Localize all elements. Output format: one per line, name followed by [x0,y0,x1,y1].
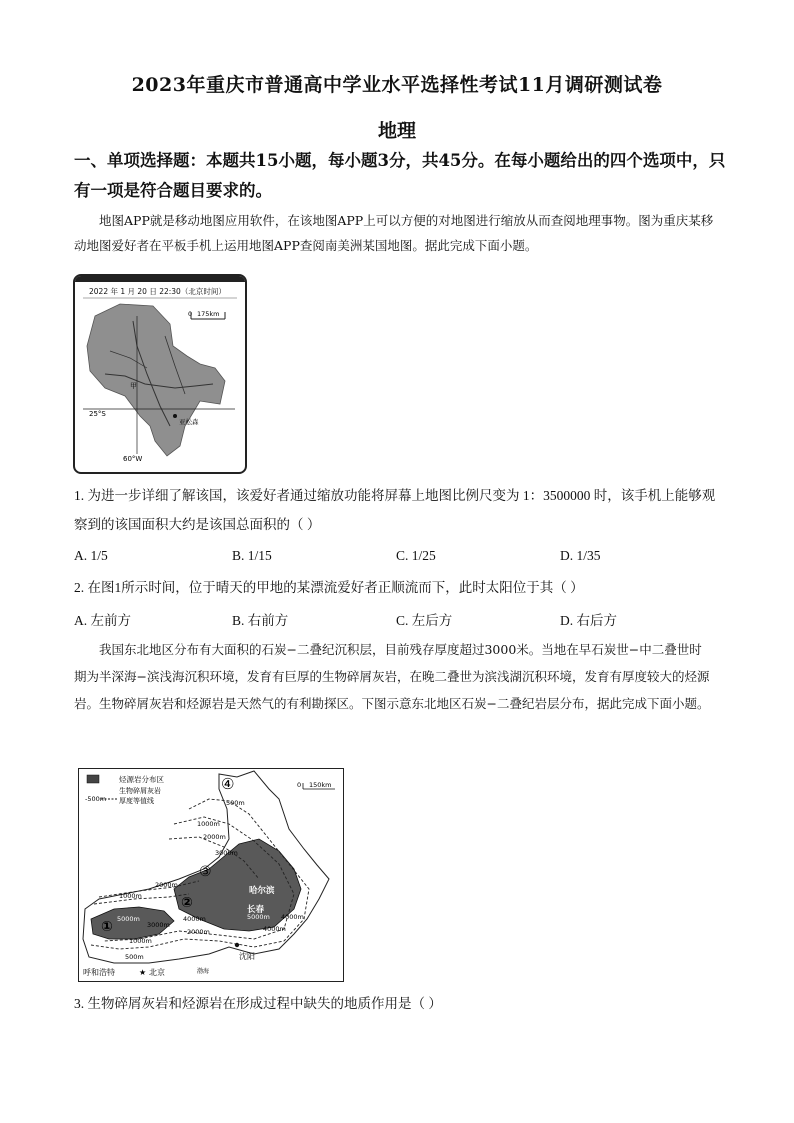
map2-scale-label: 150km [309,781,332,789]
passage-1: 地图APP就是移动地图应用软件，在该地图APP上可以方便的对地图进行缩放从而查阅地理事物。图为重庆某移动地图爱好者在平板手机上运用地图APP查阅南美洲某国地图。据此完成下面小题。 [74,213,714,253]
figure-2-svg [79,769,343,981]
figure-1-svg [75,276,245,472]
figure-1-map [73,274,247,474]
q1-option-d: D. 1/35 [560,548,601,563]
city-beijing: 北京 [149,968,165,977]
star-icon: ★ [139,968,147,977]
legend-contour-value: -500m [85,795,107,803]
contour-label: 4000m [281,913,304,921]
contour-label: 1000m [197,820,220,828]
sea-bohai: 渤海 [197,968,210,975]
section-heading: 一、单项选择题：本题共15小题，每小题3分，共45分。在每小题给出的四个选项中，只有一项是符合题目要求的。 [74,151,726,200]
legend-source-label: 烃源岩分布区 [119,775,164,784]
circle-3-label: ③ [199,864,212,880]
contour-label: 3000m [147,921,170,929]
map1-point-jia: 甲 [130,382,137,390]
exam-title: 2023年重庆市普通高中学业水平选择性考试11月调研测试卷 [131,74,663,96]
subject-title: 地理 [377,120,416,142]
circle-2-label: ② [181,895,193,911]
contour-label: 2000m [155,881,178,889]
q2-option-c: C. 左后方 [396,613,453,628]
question-1-stem: 1. 为进一步详细了解该国，该爱好者通过缩放功能将屏幕上地图比例尺变为 1：3500000 时，该手机上能够观察到的该国面积大约是该国总面积的（ ） [74,488,716,532]
contour-label: 4000m [183,915,206,923]
contour-label: 1000m [129,937,152,945]
map2-scale-zero: 0 [297,781,302,789]
q2-option-a: A. 左前方 [74,613,131,628]
question-2-stem: 2. 在图1所示时间，位于晴天的甲地的某漂流爱好者正顺流而下，此时太阳位于其（ ） [74,580,584,595]
map1-lat-label: 25°S [89,410,106,418]
city-marker-icon [235,943,239,947]
map1-lon-label: 60°W [123,455,143,463]
contour-label: 5000m [117,915,140,923]
q2-option-d: D. 右后方 [560,613,617,628]
map1-header: 2022 年 1 月 20 日 22:30（北京时间） [89,287,226,296]
contour-label: 3000m [215,849,238,857]
q2-option-b: B. 右前方 [232,613,289,628]
city-harbin: 哈尔滨 [249,886,275,896]
q1-option-a: A. 1/5 [74,548,108,563]
circle-4-label: ④ [221,775,235,793]
contour-label: 2000m [187,928,210,936]
passage-2: 我国东北地区分布有大面积的石炭−二叠纪沉积层，目前残存厚度超过3000米。当地在早石炭世−中二叠世时期为半深海−滨浅海沉积环境，发育有巨厚的生物碎屑灰岩，在晚二叠世为滨浅湖沉积环境，发育有厚度较大的烃源岩。生物碎屑灰岩和烃源岩是天然气的有利勘探区。下图示意东北地区石炭−二叠纪岩层分布，据此完成下面小题。 [74,642,710,711]
map1-scale-label: 175km [197,310,220,318]
legend-swatch [87,775,99,783]
capital-marker-icon [173,414,177,418]
legend-contour-line2: 厚度等值线 [119,797,154,805]
map1-scale-zero: 0 [188,310,193,318]
question-3-stem: 3. 生物碎屑灰岩和烃源岩在形成过程中缺失的地质作用是（ ） [74,996,442,1011]
map1-capital: 亚松森 [179,418,199,426]
q1-option-c: C. 1/25 [396,548,436,563]
contour-label: 500m [226,799,245,807]
city-shenyang: 沈阳 [239,952,255,961]
q1-option-b: B. 1/15 [232,548,272,563]
legend-contour-line1: 生物碎屑灰岩 [119,787,161,795]
contour-label: 500m [125,953,144,961]
figure-2-map [78,768,344,982]
contour-label: 5000m [247,913,270,921]
contour-label: 2000m [203,833,226,841]
city-changchun: 长春 [247,905,265,915]
city-hohhot: 呼和浩特 [83,968,115,977]
contour-label: 4000m [263,925,286,933]
circle-1-label: ① [101,919,113,935]
contour-label: 1000m [119,892,142,900]
